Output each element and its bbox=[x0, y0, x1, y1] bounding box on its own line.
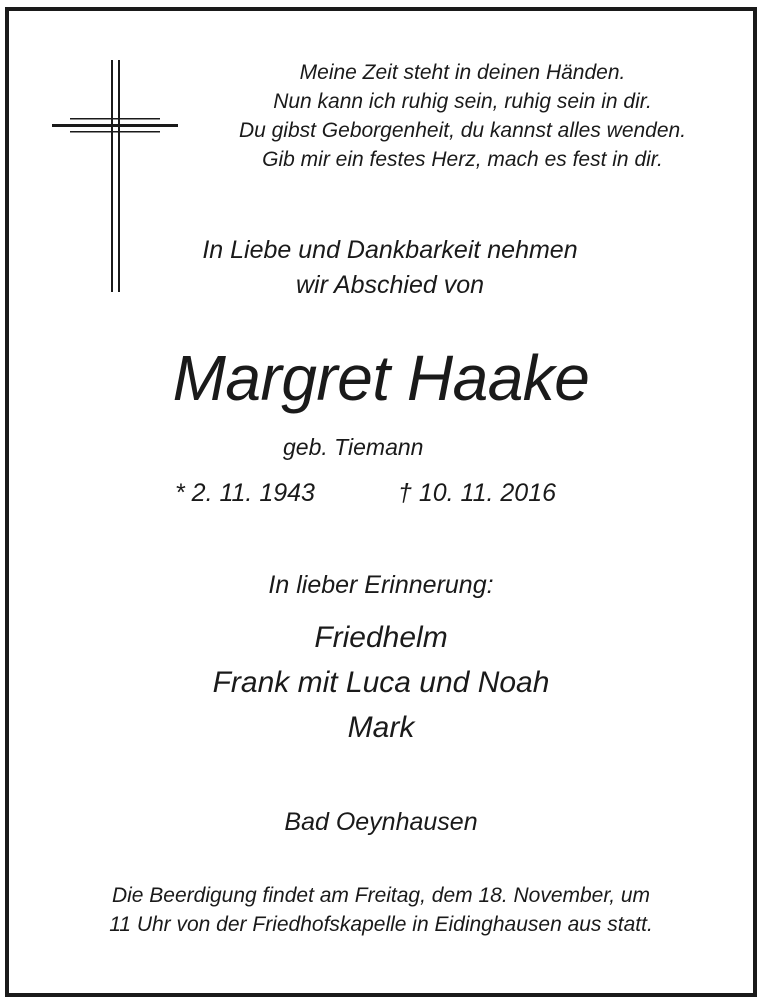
poem-verse bbox=[190, 58, 735, 174]
poem-line: Nun kann ich ruhig sein, ruhig sein in dir. bbox=[273, 90, 652, 113]
place-name: Bad Oeynhausen bbox=[284, 808, 478, 836]
poem-line: Meine Zeit steht in deinen Händen. bbox=[299, 61, 626, 84]
poem-line: Du gibst Geborgenheit, du kannst alles wenden. bbox=[238, 119, 687, 142]
intro-line: In Liebe und Dankbarkeit nehmen bbox=[202, 236, 578, 264]
mourner-name: Mark bbox=[347, 711, 415, 744]
death-date: † 10. 11. 2016 bbox=[398, 479, 557, 507]
funeral-line: 11 Uhr von der Friedhofskapelle in Eidinghausen aus statt. bbox=[109, 913, 653, 936]
deceased-name: Margret Haake bbox=[172, 342, 590, 414]
cross-icon bbox=[52, 60, 178, 292]
funeral-line: Die Beerdigung findet am Freitag, dem 18. November, um bbox=[111, 884, 651, 907]
intro-line: wir Abschied von bbox=[295, 271, 485, 299]
mourner-name: Frank mit Luca und Noah bbox=[212, 666, 550, 699]
funeral-notice bbox=[0, 881, 762, 939]
farewell-intro bbox=[190, 233, 590, 303]
poem-line: Gib mir ein festes Herz, mach es fest in dir. bbox=[262, 148, 663, 171]
mourner-name: Friedhelm bbox=[314, 621, 448, 654]
maiden-name: geb. Tiemann bbox=[283, 434, 424, 460]
birth-date: * 2. 11. 1943 bbox=[175, 479, 315, 507]
memory-heading: In lieber Erinnerung: bbox=[268, 571, 494, 599]
mourners-list bbox=[0, 615, 762, 750]
